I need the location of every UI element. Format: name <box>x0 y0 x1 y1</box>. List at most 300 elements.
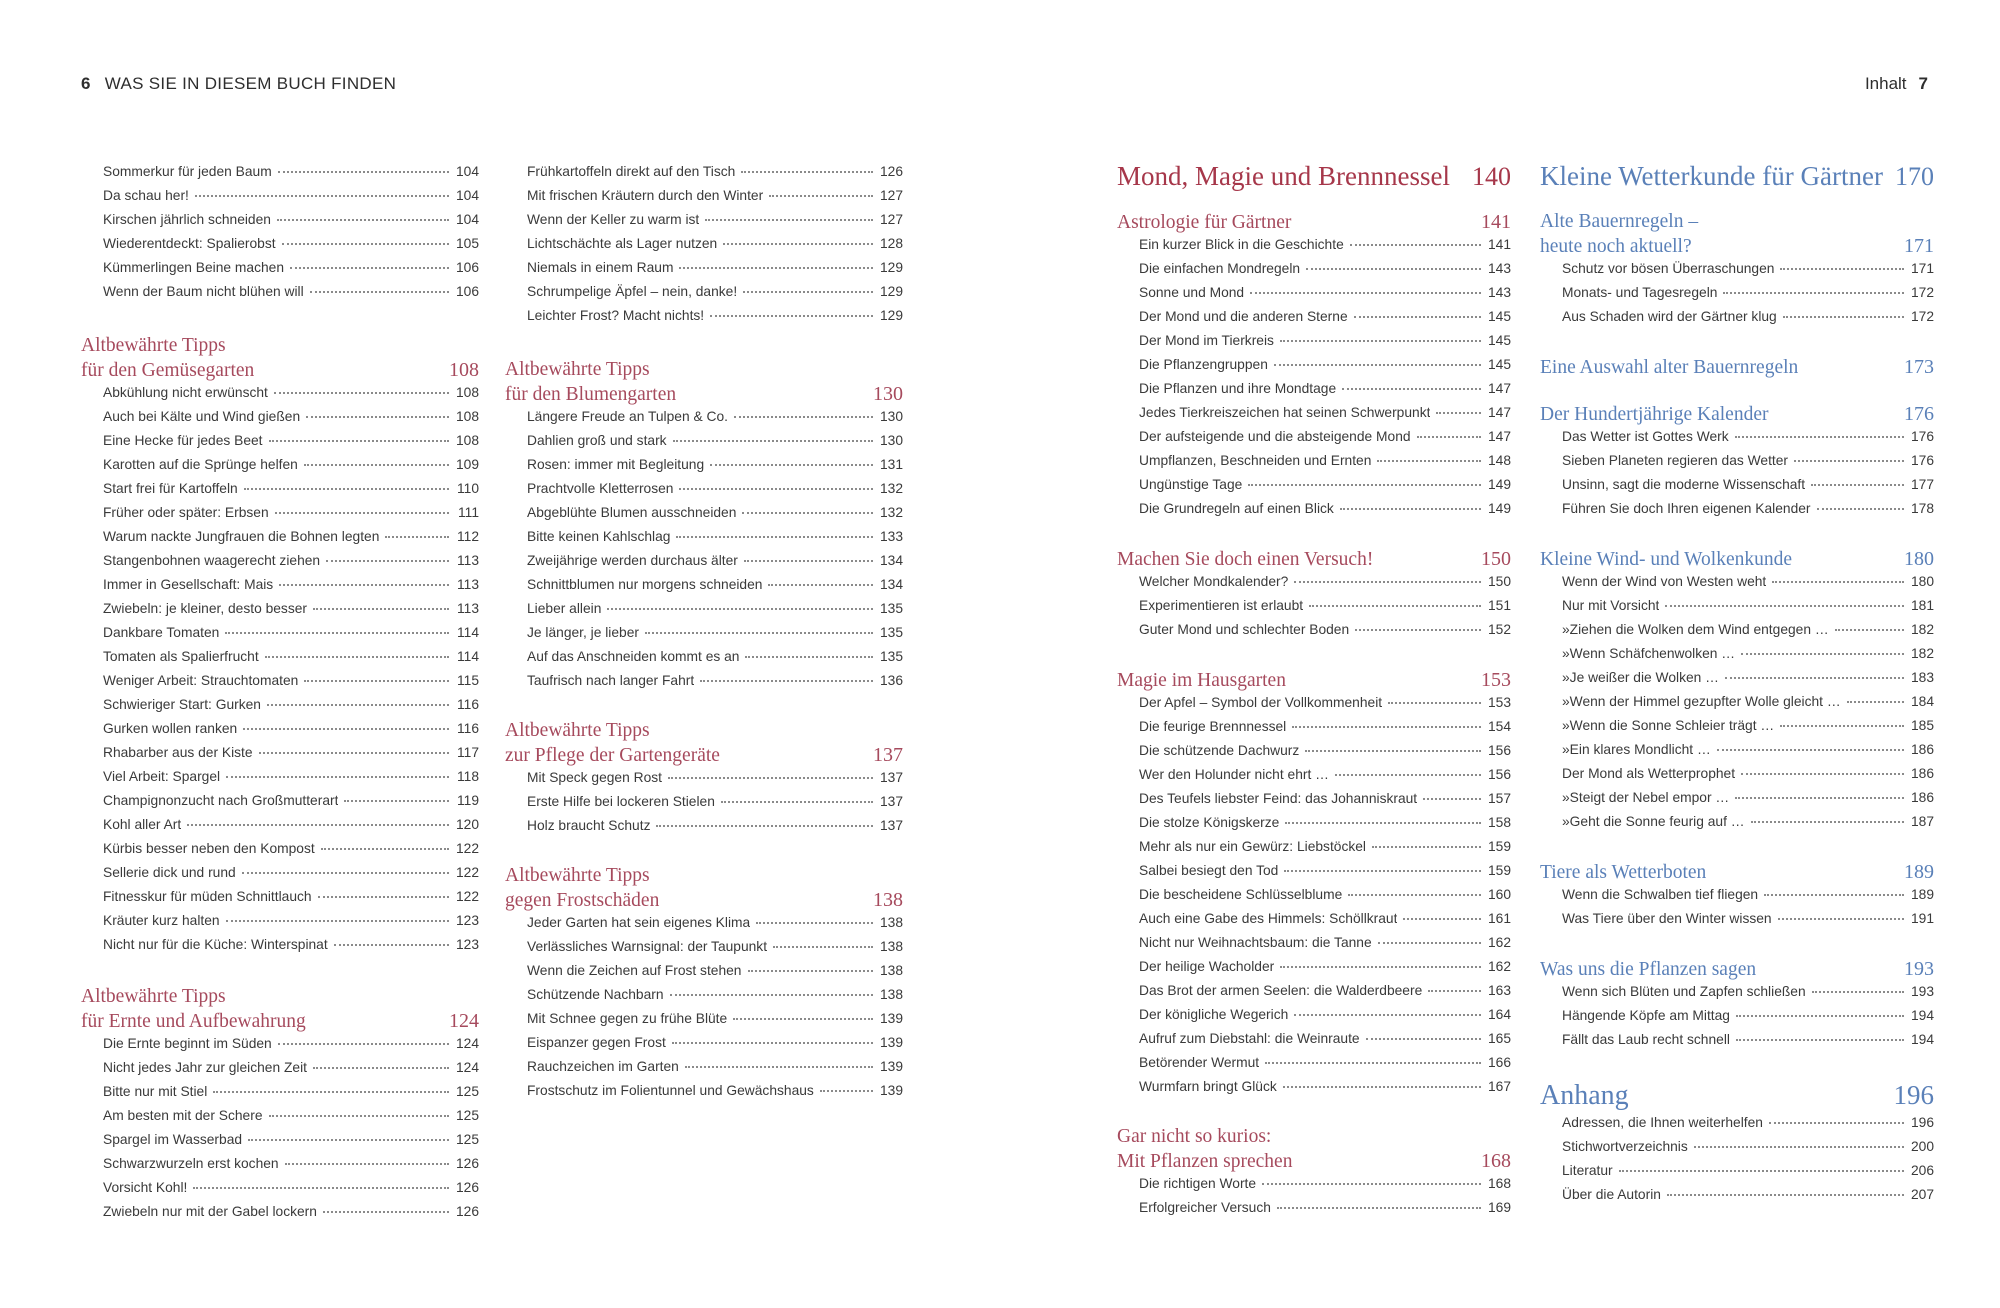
toc-entry[interactable] <box>1139 333 1511 357</box>
toc-entry-label: Auch eine Gabe des Himmels: Schöllkraut <box>1139 911 1398 926</box>
toc-entry[interactable] <box>103 913 479 937</box>
toc-entry[interactable] <box>1562 574 1934 598</box>
dot-leader <box>1283 1085 1481 1088</box>
section-heading-text: Altbewährte Tipps <box>505 359 650 380</box>
toc-entry[interactable] <box>1562 984 1934 1008</box>
toc-entry[interactable] <box>103 649 479 673</box>
toc-entry-label: Sommerkur für jeden Baum <box>103 164 272 179</box>
toc-entry-label: Zweijährige werden durchaus älter <box>527 553 738 568</box>
dot-leader <box>1428 989 1481 992</box>
toc-entry[interactable] <box>1562 718 1934 742</box>
toc-entry-page: 116 <box>457 721 479 736</box>
toc-entry[interactable] <box>103 553 479 577</box>
toc-entry[interactable] <box>527 308 903 332</box>
toc-entry-label: Der Mond im Tierkreis <box>1139 333 1274 348</box>
toc-entry-label: Stichwortverzeichnis <box>1562 1139 1688 1154</box>
toc-entry-label: »Ein klares Mondlicht … <box>1562 742 1711 757</box>
dot-leader <box>672 1041 873 1044</box>
toc-entry-page: 183 <box>1910 670 1934 685</box>
toc-entry[interactable] <box>1139 743 1511 767</box>
toc-entry[interactable] <box>527 963 903 987</box>
toc-entry-page: 125 <box>455 1084 479 1099</box>
toc-entry[interactable] <box>103 529 479 553</box>
toc-entry[interactable] <box>103 817 479 841</box>
toc-entry-label: Die bescheidene Schlüsselblume <box>1139 887 1343 902</box>
toc-entry-label: Lichtschächte als Lager nutzen <box>527 236 718 251</box>
toc-entry[interactable] <box>1562 429 1934 453</box>
toc-entry[interactable] <box>1139 767 1511 791</box>
toc-entry[interactable] <box>103 481 479 505</box>
toc-entry[interactable] <box>527 818 903 842</box>
dot-leader <box>1780 267 1904 270</box>
toc-entry[interactable] <box>103 1108 479 1132</box>
toc-entry[interactable] <box>1562 814 1934 838</box>
toc-entry[interactable] <box>103 625 479 649</box>
toc-entry-page: 158 <box>1487 815 1511 830</box>
toc-entry[interactable] <box>103 673 479 697</box>
toc-entry[interactable] <box>1139 285 1511 309</box>
toc-entry[interactable] <box>1562 1008 1934 1032</box>
toc-lead-block <box>81 164 479 308</box>
toc-entry-page: 122 <box>455 841 479 856</box>
toc-entry-page: 143 <box>1487 261 1511 276</box>
section-heading-text: Astrologie für Gärtner <box>1117 212 1292 233</box>
dot-leader <box>1285 821 1481 824</box>
toc-entry[interactable] <box>1562 477 1934 501</box>
toc-entry[interactable] <box>527 939 903 963</box>
toc-entry[interactable] <box>1562 1115 1934 1139</box>
toc-entry[interactable] <box>527 1011 903 1035</box>
section-heading-line <box>1117 547 1511 572</box>
toc-entry-label: Adressen, die Ihnen weiterhelfen <box>1562 1115 1763 1130</box>
dot-leader <box>248 1138 449 1141</box>
toc-entry-label: Rhabarber aus der Kiste <box>103 745 253 760</box>
toc-entry-page: 108 <box>455 433 479 448</box>
section-page-number: 180 <box>1904 548 1934 570</box>
toc-entry-page: 135 <box>879 625 903 640</box>
toc-entry[interactable] <box>1562 1187 1934 1211</box>
toc-entry[interactable] <box>527 987 903 1011</box>
dot-leader <box>275 511 449 514</box>
toc-entry[interactable] <box>1562 1163 1934 1187</box>
toc-entry-page: 113 <box>457 577 479 592</box>
toc-entry-page: 185 <box>1910 718 1934 733</box>
toc-entry[interactable] <box>527 1059 903 1083</box>
toc-entry-label: Die schützende Dachwurz <box>1139 743 1300 758</box>
toc-entry-page: 133 <box>879 529 903 544</box>
dot-leader <box>282 242 449 245</box>
dot-leader <box>769 194 873 197</box>
dot-leader <box>1717 748 1904 751</box>
toc-entry[interactable] <box>527 1083 903 1107</box>
toc-entry[interactable] <box>1562 453 1934 477</box>
dot-leader <box>1342 387 1481 390</box>
toc-entry-label: Wenn sich Blüten und Zapfen schließen <box>1562 984 1806 999</box>
toc-entry-page: 145 <box>1487 357 1511 372</box>
toc-entry[interactable] <box>103 769 479 793</box>
dot-leader <box>226 775 449 778</box>
toc-entry-page: 176 <box>1910 453 1934 468</box>
toc-entry-label: Weniger Arbeit: Strauchtomaten <box>103 673 299 688</box>
toc-entry[interactable] <box>527 673 903 697</box>
toc-entry[interactable] <box>1139 839 1511 863</box>
dot-leader <box>1348 893 1481 896</box>
toc-entry[interactable] <box>103 937 479 961</box>
toc-entry-label: Je länger, je lieber <box>527 625 639 640</box>
toc-entry[interactable] <box>103 577 479 601</box>
toc-entry[interactable] <box>1139 453 1511 477</box>
toc-entry[interactable] <box>527 409 903 433</box>
toc-entry-page: 163 <box>1487 983 1511 998</box>
section-heading-line <box>81 1009 479 1034</box>
toc-entry-page: 106 <box>455 260 479 275</box>
toc-entry[interactable] <box>1139 983 1511 1007</box>
toc-entry[interactable] <box>1139 1176 1511 1200</box>
toc-entry-label: Immer in Gesellschaft: Mais <box>103 577 274 592</box>
toc-entry-label: Wenn der Keller zu warm ist <box>527 212 700 227</box>
dot-leader <box>1265 1061 1481 1064</box>
toc-entry-list <box>1540 261 1934 333</box>
section-heading-line <box>1540 210 1934 234</box>
toc-entry[interactable] <box>527 212 903 236</box>
toc-entry-label: Kräuter kurz halten <box>103 913 220 928</box>
dot-leader <box>673 439 873 442</box>
toc-entry[interactable] <box>103 385 479 409</box>
toc-entry[interactable] <box>1562 911 1934 935</box>
toc-entry-label: Karotten auf die Sprünge helfen <box>103 457 298 472</box>
toc-entry[interactable] <box>1139 381 1511 405</box>
toc-entry[interactable] <box>1562 742 1934 766</box>
dot-leader <box>323 1210 449 1213</box>
toc-entry-label: Da schau her! <box>103 188 189 203</box>
section-heading <box>1117 210 1511 235</box>
toc-entry-page: 119 <box>457 793 479 808</box>
toc-entry[interactable] <box>103 505 479 529</box>
toc-entry-label: Verlässliches Warnsignal: der Taupunkt <box>527 939 768 954</box>
toc-entry[interactable] <box>103 1084 479 1108</box>
toc-entry-page: 126 <box>455 1180 479 1195</box>
toc-entry[interactable] <box>527 601 903 625</box>
toc-entry[interactable] <box>1562 501 1934 525</box>
toc-entry[interactable] <box>527 529 903 553</box>
toc-entry[interactable] <box>527 649 903 673</box>
toc-entry[interactable] <box>1562 622 1934 646</box>
toc-entry[interactable] <box>1562 887 1934 911</box>
toc-entry-label: Mehr als nur ein Gewürz: Liebstöckel <box>1139 839 1366 854</box>
toc-entry-page: 130 <box>879 433 903 448</box>
toc-entry[interactable] <box>1139 261 1511 285</box>
toc-entry-label: Des Teufels liebster Feind: das Johanniskraut <box>1139 791 1418 806</box>
toc-entry[interactable] <box>1562 1139 1934 1163</box>
toc-entry[interactable] <box>1139 237 1511 261</box>
toc-entry-page: 178 <box>1910 501 1934 516</box>
toc-entry[interactable] <box>527 284 903 308</box>
toc-entry[interactable] <box>1139 719 1511 743</box>
toc-entry[interactable] <box>1139 357 1511 381</box>
toc-entry[interactable] <box>527 625 903 649</box>
toc-entry-list <box>505 409 903 697</box>
toc-entry[interactable] <box>527 505 903 529</box>
toc-entry-label: Der aufsteigende und die absteigende Mond <box>1139 429 1411 444</box>
dot-leader <box>1277 1206 1481 1209</box>
section-page-number: 108 <box>449 359 479 381</box>
toc-entry[interactable] <box>1562 766 1934 790</box>
toc-entry-page: 126 <box>879 164 903 179</box>
toc-entry-label: Rauchzeichen im Garten <box>527 1059 679 1074</box>
toc-entry[interactable] <box>103 865 479 889</box>
dot-leader <box>1783 315 1904 318</box>
toc-entry-page: 124 <box>455 1036 479 1051</box>
toc-entry[interactable] <box>1562 694 1934 718</box>
toc-section <box>1540 860 1934 935</box>
toc-entry-page: 122 <box>455 865 479 880</box>
dot-leader <box>304 679 449 682</box>
section-heading-line <box>1540 860 1934 885</box>
toc-entry[interactable] <box>103 212 479 236</box>
toc-entry[interactable] <box>1562 646 1934 670</box>
toc-entry-list <box>505 164 903 332</box>
toc-entry[interactable] <box>1139 477 1511 501</box>
dot-leader <box>1780 724 1904 727</box>
dot-leader <box>1306 267 1481 270</box>
toc-entry[interactable] <box>1139 598 1511 622</box>
dot-leader <box>1354 315 1481 318</box>
toc-entry[interactable] <box>1562 309 1934 333</box>
toc-entry[interactable] <box>527 1035 903 1059</box>
toc-entry[interactable] <box>1139 1079 1511 1103</box>
toc-entry[interactable] <box>103 841 479 865</box>
toc-entry[interactable] <box>103 188 479 212</box>
toc-entry[interactable] <box>103 1204 479 1228</box>
toc-entry[interactable] <box>1139 405 1511 429</box>
toc-entry-label: Frühkartoffeln direkt auf den Tisch <box>527 164 736 179</box>
toc-entry-page: 145 <box>1487 309 1511 324</box>
dot-leader <box>385 535 449 538</box>
toc-entry[interactable] <box>527 577 903 601</box>
toc-entry-page: 129 <box>879 308 903 323</box>
toc-entry-label: Der Apfel – Symbol der Vollkommenheit <box>1139 695 1383 710</box>
toc-entry-label: Der Mond als Wetterprophet <box>1562 766 1736 781</box>
toc-entry[interactable] <box>103 260 479 284</box>
toc-entry[interactable] <box>103 236 479 260</box>
dot-leader <box>285 1162 449 1165</box>
toc-entry-page: 147 <box>1487 429 1511 444</box>
dot-leader <box>274 391 449 394</box>
section-heading <box>505 864 903 913</box>
toc-entry[interactable] <box>527 794 903 818</box>
toc-entry[interactable] <box>103 1132 479 1156</box>
dot-leader <box>1280 339 1481 342</box>
section-heading <box>1117 547 1511 572</box>
dot-leader <box>676 535 873 538</box>
dot-leader <box>1350 243 1481 246</box>
section-heading-text: Was uns die Pflanzen sagen <box>1540 959 1757 980</box>
toc-entry-page: 172 <box>1910 285 1934 300</box>
toc-entry[interactable] <box>527 188 903 212</box>
toc-entry-page: 180 <box>1910 574 1934 589</box>
section-heading-text: Mit Pflanzen sprechen <box>1117 1151 1293 1172</box>
toc-entry[interactable] <box>103 793 479 817</box>
dot-leader <box>1372 845 1481 848</box>
toc-entry[interactable] <box>527 260 903 284</box>
toc-entry-label: Erste Hilfe bei lockeren Stielen <box>527 794 715 809</box>
dot-leader <box>743 290 873 293</box>
dot-leader <box>1769 1121 1904 1124</box>
toc-entry[interactable] <box>103 1060 479 1084</box>
toc-entry[interactable] <box>1139 695 1511 719</box>
toc-entry[interactable] <box>1139 1007 1511 1031</box>
toc-entry-label: Die Pflanzen und ihre Mondtage <box>1139 381 1337 396</box>
toc-entry-label: »Je weißer die Wolken … <box>1562 670 1719 685</box>
toc-entry-page: 153 <box>1487 695 1511 710</box>
dot-leader <box>1355 628 1481 631</box>
toc-entry[interactable] <box>103 284 479 308</box>
dot-leader <box>748 969 874 972</box>
dot-leader <box>1835 628 1904 631</box>
toc-entry[interactable] <box>1562 261 1934 285</box>
toc-entry[interactable] <box>103 433 479 457</box>
toc-entry[interactable] <box>1562 1032 1934 1056</box>
dot-leader <box>1436 411 1481 414</box>
toc-entry[interactable] <box>527 915 903 939</box>
toc-entry-label: Welcher Mondkalender? <box>1139 574 1289 589</box>
section-page-number: 189 <box>1904 861 1934 883</box>
toc-entry-page: 143 <box>1487 285 1511 300</box>
dot-leader <box>225 631 449 634</box>
section-heading-text: Eine Auswahl alter Bauernregeln <box>1540 357 1799 378</box>
toc-entry[interactable] <box>103 889 479 913</box>
section-heading-line <box>1540 234 1934 259</box>
dot-leader <box>334 943 449 946</box>
toc-entry-label: Umpflanzen, Beschneiden und Ernten <box>1139 453 1372 468</box>
toc-entry[interactable] <box>103 1180 479 1204</box>
section-page-number: 141 <box>1481 211 1511 233</box>
toc-entry-label: Viel Arbeit: Spargel <box>103 769 221 784</box>
toc-entry-page: 108 <box>455 385 479 400</box>
dot-leader <box>1741 772 1904 775</box>
toc-entry-label: Wenn die Schwalben tief fliegen <box>1562 887 1759 902</box>
toc-entry[interactable] <box>1562 285 1934 309</box>
toc-entry-page: 159 <box>1487 839 1511 854</box>
toc-entry-label: Guter Mond und schlechter Boden <box>1139 622 1350 637</box>
dot-leader <box>607 607 873 610</box>
toc-entry-page: 172 <box>1910 309 1934 324</box>
toc-entry-list <box>1540 887 1934 935</box>
toc-entry[interactable] <box>527 553 903 577</box>
section-heading <box>1540 547 1934 572</box>
toc-entry-page: 156 <box>1487 743 1511 758</box>
toc-section <box>1117 668 1511 1103</box>
toc-entry[interactable] <box>1139 911 1511 935</box>
toc-entry[interactable] <box>1139 935 1511 959</box>
toc-entry[interactable] <box>527 433 903 457</box>
toc-entry[interactable] <box>103 697 479 721</box>
toc-entry[interactable] <box>1139 622 1511 646</box>
toc-entry-label: Sellerie dick und rund <box>103 865 236 880</box>
toc-entry-label: Wiederentdeckt: Spalierobst <box>103 236 276 251</box>
toc-entry-label: Schwarzwurzeln erst kochen <box>103 1156 279 1171</box>
toc-entry-page: 164 <box>1487 1007 1511 1022</box>
toc-entry[interactable] <box>103 745 479 769</box>
toc-entry-page: 186 <box>1910 742 1934 757</box>
toc-entry[interactable] <box>103 164 479 188</box>
toc-section <box>1540 210 1934 333</box>
toc-entry[interactable] <box>1139 429 1511 453</box>
toc-entry-page: 159 <box>1487 863 1511 878</box>
toc-entry-page: 122 <box>455 889 479 904</box>
toc-entry-label: Niemals in einem Raum <box>527 260 674 275</box>
toc-entry[interactable] <box>1139 1055 1511 1079</box>
toc-entry-page: 138 <box>879 939 903 954</box>
toc-entry[interactable] <box>527 481 903 505</box>
toc-entry[interactable] <box>1562 790 1934 814</box>
toc-entry[interactable] <box>1139 815 1511 839</box>
toc-entry-label: Ein kurzer Blick in die Geschichte <box>1139 237 1344 252</box>
toc-entry[interactable] <box>1139 1200 1511 1224</box>
toc-entry[interactable] <box>103 601 479 625</box>
toc-entry-label: Betörender Wermut <box>1139 1055 1260 1070</box>
toc-entry-label: Fitnesskur für müden Schnittlauch <box>103 889 312 904</box>
toc-entry[interactable] <box>527 236 903 260</box>
toc-entry[interactable] <box>1139 501 1511 525</box>
toc-entry[interactable] <box>1139 959 1511 983</box>
dot-leader <box>1794 459 1904 462</box>
chapter-heading-line <box>1540 160 1934 193</box>
toc-entry[interactable] <box>1139 574 1511 598</box>
toc-entry-list <box>1540 574 1934 838</box>
section-heading-text: zur Pflege der Gartengeräte <box>505 745 720 766</box>
dot-leader <box>1751 820 1904 823</box>
toc-entry[interactable] <box>527 770 903 794</box>
toc-entry[interactable] <box>103 1036 479 1060</box>
right-page-number: 7 <box>1918 74 1928 93</box>
dot-leader <box>278 1042 449 1045</box>
toc-entry[interactable] <box>1139 863 1511 887</box>
section-heading-line <box>505 888 903 913</box>
toc-entry[interactable] <box>103 457 479 481</box>
toc-entry[interactable] <box>1562 598 1934 622</box>
toc-entry[interactable] <box>103 409 479 433</box>
toc-entry-label: Salbei besiegt den Tod <box>1139 863 1279 878</box>
dot-leader <box>1309 604 1481 607</box>
toc-entry[interactable] <box>1139 791 1511 815</box>
section-heading-line <box>1117 210 1511 235</box>
dot-leader <box>756 921 873 924</box>
toc-entry-label: Der Mond und die anderen Sterne <box>1139 309 1348 324</box>
toc-entry[interactable] <box>103 1156 479 1180</box>
toc-entry-label: Erfolgreicher Versuch <box>1139 1200 1271 1215</box>
toc-entry[interactable] <box>103 721 479 745</box>
dot-leader <box>269 439 449 442</box>
toc-entry-label: Kohl aller Art <box>103 817 182 832</box>
dot-leader <box>326 559 449 562</box>
toc-entry[interactable] <box>1139 887 1511 911</box>
section-heading-line <box>81 358 479 383</box>
toc-entry-label: Eispanzer gegen Frost <box>527 1035 666 1050</box>
dot-leader <box>1735 796 1904 799</box>
section-page-number: 150 <box>1481 548 1511 570</box>
toc-entry[interactable] <box>1562 670 1934 694</box>
toc-entry-label: »Ziehen die Wolken dem Wind entgegen … <box>1562 622 1829 637</box>
dot-leader <box>721 800 873 803</box>
toc-entry[interactable] <box>1139 1031 1511 1055</box>
toc-entry[interactable] <box>1139 309 1511 333</box>
toc-entry[interactable] <box>527 457 903 481</box>
toc-entry-label: Mit Schnee gegen zu frühe Blüte <box>527 1011 728 1026</box>
toc-entry-page: 109 <box>455 457 479 472</box>
toc-entry[interactable] <box>527 164 903 188</box>
toc-entry-label: Hängende Köpfe am Mittag <box>1562 1008 1730 1023</box>
